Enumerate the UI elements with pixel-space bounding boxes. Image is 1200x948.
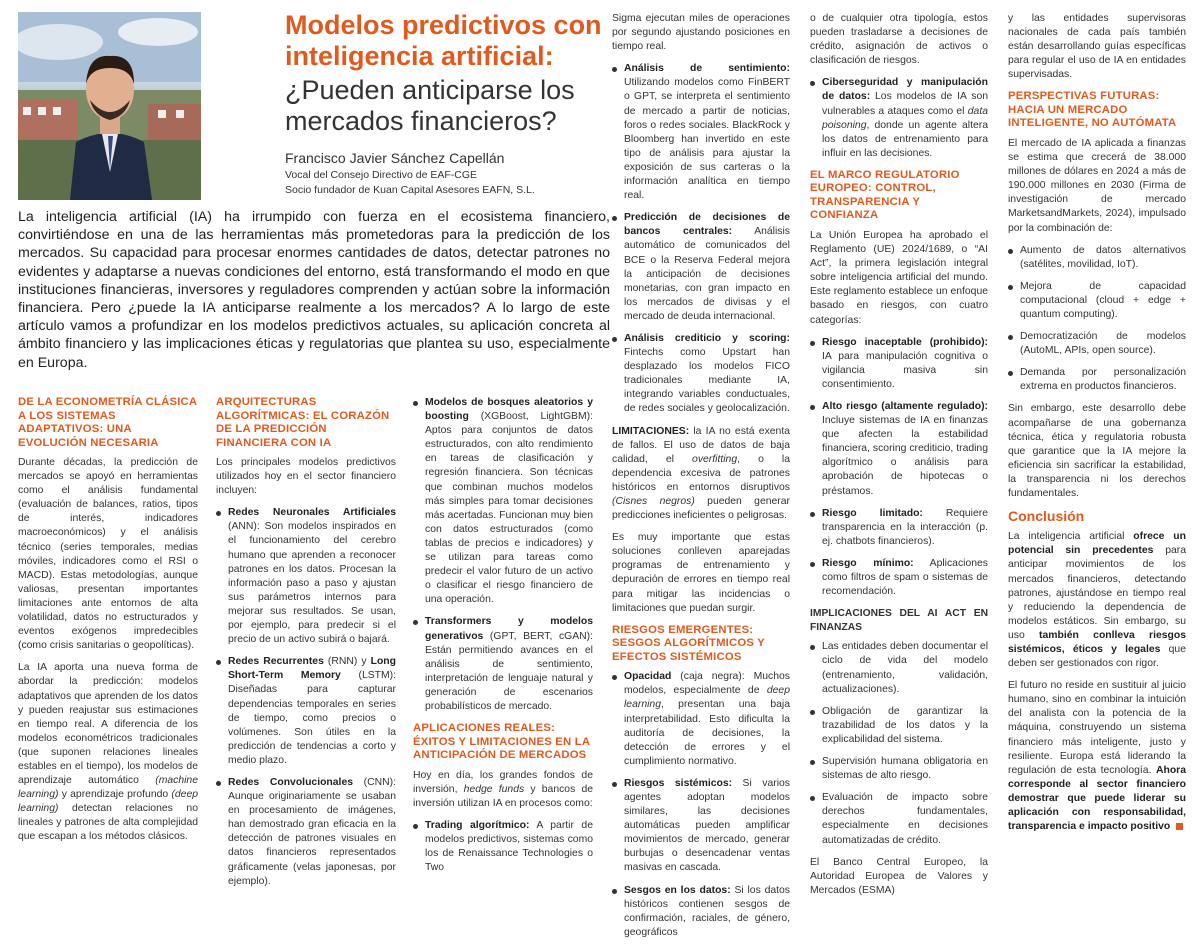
paragraph-cont: Sigma ejecutan miles de operaciones por segundo ajustando posiciones en tiempo real. — [612, 13, 790, 53]
section-heading-perspectivas: PERSPECTIVAS FUTURAS: HACIA UN MERCADO INTELIGENTE, NO AUTÓMATA — [1008, 90, 1177, 130]
list-item: Democratización de modelos (AutoML, APIs, open source). — [1008, 330, 1186, 358]
author-role-2: Socio fundador de Kuan Capital Asesores EAFN, S.L. — [285, 184, 535, 196]
column-5 — [810, 12, 988, 906]
paragraph: Es muy importante que estas soluciones conlleven aparejadas programas de entrenamiento y depuración de errores en tiempo real para mitigar las incidencias o limitaciones que puedan surgir. — [612, 532, 790, 614]
column-2 — [216, 396, 396, 897]
list-item: Riesgo limitado: Requiere transparencia en la interacción (p. ej. chatbots financieros). — [810, 507, 988, 549]
paragraph: La Unión Europea ha aprobado el Reglamento (UE) 2024/1689, o “AI Act”, la primera legislación integral sobre inteligencia artificial del mundo. Este reglamento establece un enfoque basado en riesgos, con cuatro categorías: — [810, 229, 988, 326]
paragraph: La IA aporta una nueva forma de abordar la predicción: modelos adaptativos que aprenden de los datos y pueden reajustar sus estimaciones en tiempo real. A diferencia de los modelos econométricos tradicionales (que suponen relaciones lineales estables en el tiempo), los modelos de aprendizaje automático (machine learning) y aprendizaje profundo (deep learning) detectan relaciones no lineales y patrones de alta complejidad que escapan a los métodos clásicos. — [18, 662, 198, 843]
list-item: Trading algorítmico: A partir de modelos predictivos, sistemas como los de Renaissance Technologies o Two — [413, 819, 593, 875]
list-item: Supervisión humana obligatoria en sistemas de alto riesgo. — [810, 755, 988, 783]
orange-square-icon — [1176, 823, 1183, 830]
conclusion-heading: Conclusión — [1008, 508, 1085, 525]
paragraph: Sin embargo, este desarrollo debe acompañarse de una gobernanza técnica, ética y regulatoria robusta que garantice que la IA mejore la eficiencia sin sacrificar la estabilidad, la transparencia ni los derechos fundamentales. — [1008, 403, 1186, 500]
author-name: Francisco Javier Sánchez Capellán — [285, 150, 505, 166]
risks-list — [612, 670, 790, 940]
list-item: Modelos de bosques aleatorios y boosting (XGBoost, LightGBM): Aptos para conjuntos de datos estructurados, con alto rendimiento en tareas de clasificación y regresión financiera. Son técnicas que combinan muchos modelos más simples para tomar decisiones más acertadas. Funcionan muy bien con datos estructurados (como tablas de precios e indicadores) y se utilizan para tareas como predecir el valor futuro de un activo o clasificar el riesgo financiero de una operación. — [413, 396, 593, 607]
article-intro: La inteligencia artificial (IA) ha irrumpido con fuerza en el ecosistema financiero, convirtiéndose en una de las herramientas más prometedoras para la predicción de los mercados. Su capacidad para procesar enormes cantidades de datos, detectar patrones no evidentes y adaptarse a nuevas condiciones del entorno, está transformando el modo en que instituciones financieras, inversores y reguladores comprenden y actúan sobre la información financiera. Pero ¿puede la IA anticiparse realmente a los mercados? A lo largo de este artículo vamos a profundizar en los modelos predictivos actuales, su aplicación concreta al ámbito financiero y las implicaciones éticas y regulatorias que plantea su uso, especialmente en Europa. — [18, 209, 610, 371]
list-item: Riesgos sistémicos: Si varios agentes adoptan modelos similares, las decisiones automáticas pueden amplificar movimientos de mercado, generar burbujas o desencadenar ventas masivas en cascada. — [612, 777, 790, 876]
paragraph: Durante décadas, la predicción de mercados se apoyó en herramientas como el análisis fundamental (evaluación de balances, ratios, tipos de interés, indicadores macroeconómicos) y el análisis técnico (series temporales, medias móviles, indicadores como el RSI o MACD). Estas metodologías, aunque valiosas, presentan importantes limitaciones ante entornos de alta volatilidad, datos no estructurados y eventos exógenos impredecibles (como crisis sanitarias o geopolíticas). — [18, 457, 198, 652]
section-heading-riesgos: RIESGOS EMERGENTES: SESGOS ALGORÍTMICOS Y EFECTOS SISTÉMICOS — [612, 623, 765, 663]
applications-list — [413, 819, 593, 875]
paragraph-cont: o de cualquier otra tipología, estos pueden trasladarse a decisiones de crédito, asignación de activos o clasificación de riesgos. — [810, 13, 988, 67]
list-item: Redes Neuronales Artificiales (ANN): Son modelos inspirados en el funcionamiento del cerebro humano que aprenden a reconocer patrones en los datos. Procesan la información paso a paso y ajustan sus parámetros internos para mejorar sus resultados. Se usan, por ejemplo, para predecir si el precio de un activo subirá o bajará. — [216, 506, 396, 647]
paragraph: Hoy en día, los grandes fondos de inversión, hedge funds y bancos de inversión utilizan IA en procesos como: — [413, 769, 594, 809]
list-item: Transformers y modelos generativos (GPT, BERT, cGAN): Están permitiendo avances en el análisis de sentimiento, interpretación de lenguaje natural y generación de escenarios probabilísticos de mercado. — [413, 615, 593, 714]
drivers-list — [1008, 244, 1186, 395]
article-subtitle: ¿Pueden anticiparse los mercados financieros? — [285, 75, 575, 136]
list-item: Sesgos en los datos: Si los datos históricos contienen sesgos de confirmación, raciales, de género, geográficos — [612, 884, 790, 940]
list-item: Alto riesgo (altamente regulado): Incluye sistemas de IA en finanzas que afecten la estabilidad financiera, scoring crediticio, trading algorítmico o análisis para aprobación de hipotecas o préstamos. — [810, 400, 988, 499]
list-item: Análisis crediticio y scoring: Fintechs como Upstart han desplazado los modelos FICO tradicionales mediante IA, integrando variables conductuales, de redes sociales y geolocalización. — [612, 332, 790, 417]
list-item: Aumento de datos alternativos (satélites, movilidad, IoT). — [1008, 244, 1186, 272]
risk-categories-list — [810, 336, 988, 600]
author-role-1: Vocal del Consejo Directivo de EAF-CGE — [285, 169, 477, 181]
section-heading-econometria: DE LA ECONOMETRÍA CLÁSICA A LOS SISTEMAS ADAPTATIVOS: UNA EVOLUCIÓN NECESARIA — [18, 396, 197, 449]
list-item: Opacidad (caja negra): Muchos modelos, especialmente de deep learning, presentan una baja interpretabilidad. Esto dificulta la auditoría de decisiones, la detección de errores y el cumplimiento normativo. — [612, 670, 790, 769]
implications-list — [810, 640, 988, 847]
column-1 — [18, 396, 198, 853]
list-item: Ciberseguridad y manipulación de datos: Los modelos de IA son vulnerables a ataques como el data poisoning, donde un agente altera los datos de entrenamiento para influir en las decisiones. — [810, 76, 988, 161]
column-4 — [612, 12, 790, 948]
list-item: Redes Recurrentes (RNN) y Long Short-Term Memory (LSTM): Diseñadas para capturar dependencias temporales en series de tiempo, como precios o volúmenes. Son útiles en la predicción de tendencias a corto y medio plazo. — [216, 655, 396, 768]
author-portrait-illustration — [18, 12, 201, 200]
column-6 — [1008, 12, 1186, 842]
column-3 — [413, 396, 593, 883]
subheading-implicaciones: IMPLICACIONES DEL AI ACT EN FINANZAS — [810, 608, 988, 634]
section-heading-arquitecturas: ARQUITECTURAS ALGORÍTMICAS: EL CORAZÓN DE LA PREDICCIÓN FINANCIERA CON IA — [216, 396, 390, 449]
list-item: Demanda por personalización extrema en productos financieros. — [1008, 366, 1186, 394]
paragraph-cont: y las entidades supervisoras nacionales de cada país también están desarrollando guías específicas para regular el uso de IA en entidades supervisadas. — [1008, 13, 1186, 81]
paragraph: El Banco Central Europeo, la Autoridad Europea de Valores y Mercados (ESMA) — [810, 856, 988, 896]
list-item: Obligación de garantizar la trazabilidad de los datos y la explicabilidad del sistema. — [810, 705, 988, 747]
model-list-cont — [413, 396, 593, 714]
paragraph: El mercado de IA aplicada a finanzas se estima que crecerá de 38.000 millones de dólares en 2024 a más de 190.000 millones en 2030 (Firma de investigación de mercado MarketsandMarkets, 2024), impulsado por la combinación de: — [1008, 137, 1186, 234]
risks-list-cont — [810, 76, 988, 161]
paragraph: Los principales modelos predictivos utilizados hoy en el sector financiero incluyen: — [216, 457, 396, 497]
model-list — [216, 506, 396, 888]
limitations-paragraph: LIMITACIONES: la IA no está exenta de fallos. El uso de datos de baja calidad, el overfitting, o la dependencia excesiva de patrones históricos en entornos disruptivos (Cisnes negros) pueden generar predicciones ineficientes o peligrosas. — [612, 425, 791, 522]
list-item: Análisis de sentimiento: Utilizando modelos como FinBERT o GPT, se interpreta el sentimiento de mercado a partir de noticias, foros o redes sociales. BlackRock y Bloomberg han invertido en este tipo de análisis para ajustar la exposición de sus carteras o la información analítica en tiempo real. — [612, 62, 790, 203]
list-item: Mejora de capacidad computacional (cloud + edge + quantum computing). — [1008, 280, 1186, 322]
paragraph: La inteligencia artificial ofrece un potencial sin precedentes para anticipar movimientos de los mercados financieros, detectando patrones, ajustándose en tiempo real y reduciendo la dependencia de modelos estáticos. Sin embargo, su uso también conlleva riesgos sistémicos, éticos y legales que deben ser gestionados con rigor. — [1008, 531, 1187, 670]
section-heading-aplicaciones: APLICACIONES REALES: ÉXITOS Y LIMITACIONES EN LA ANTICIPACIÓN DE MERCADOS — [413, 722, 590, 762]
list-item: Riesgo inaceptable (prohibido): IA para manipulación cognitiva o vigilancia masiva sin consentimiento. — [810, 336, 988, 392]
section-heading-marco-regulatorio: EL MARCO REGULATORIO EUROPEO: CONTROL, TRANSPARENCIA Y CONFIANZA — [810, 168, 960, 222]
list-item: Predicción de decisiones de bancos centrales: Análisis automático de comunicados del BCE o la Reserva Federal mejora la anticipación de decisiones monetarias, con gran impacto en los mercados de divisas y el mercado de deuda internacional. — [612, 211, 790, 324]
list-item: Evaluación de impacto sobre derechos fundamentales, especialmente en decisiones automatizadas de crédito. — [810, 791, 988, 847]
list-item: Redes Convolucionales (CNN): Aunque originariamente se usaban en procesamiento de imágenes, han demostrado gran eficacia en la detección de patrones visuales en datos financieros representados gráficamente (velas japonesas, por ejemplo). — [216, 776, 396, 889]
paragraph: El futuro no reside en sustituir al juicio humano, sino en combinar la intuición del analista con la potencia de la máquina, construyendo un sistema financiero más inteligente, justo y resiliente. Europa está liderando la regulación de esta tecnología. Ahora corresponde al sector financiero demostrar que puede liderar su aplicación con responsabilidad, transparencia e impacto positivo — [1008, 680, 1186, 833]
applications-list-cont — [612, 62, 790, 416]
list-item: Riesgo mínimo: Aplicaciones como filtros de spam o sistemas de recomendación. — [810, 557, 988, 599]
list-item: Las entidades deben documentar el ciclo de vida del modelo (entrenamiento, validación, actualizaciones). — [810, 640, 988, 696]
article-title: Modelos predictivos con inteligencia artificial: — [285, 10, 602, 71]
author-photo — [18, 12, 201, 200]
